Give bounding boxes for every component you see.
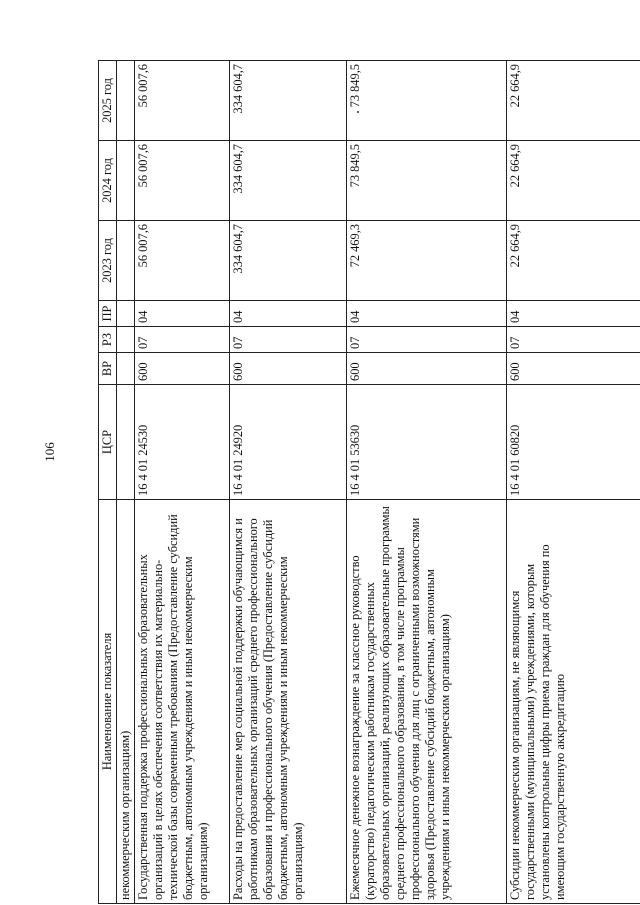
header-2024: 2024 год xyxy=(99,141,117,221)
cell-vr: 600 xyxy=(347,353,507,385)
budget-table xyxy=(98,60,640,904)
cell-csr: 16 4 01 60820 xyxy=(507,385,640,500)
table-header-row xyxy=(99,61,117,904)
cell-name: Ежемесячное денежное вознаграждение за классное руководство (кураторство) педагогическим работникам государственных образовательных организаций, реализующих образовательные программы среднего профессионального образования, в том числе программы профессионального обучения для лиц с ограниченными возможностями здоровья (Предоставление субсидий бюджетным, автономным учреждениям и иным некоммерческим организациям) xyxy=(347,500,507,904)
cell-2023: 22 664,9 xyxy=(507,221,640,301)
cell-2023: 72 469,3 xyxy=(347,221,507,301)
header-vr: ВР xyxy=(99,353,117,385)
cell-2024: 22 664,9 xyxy=(507,141,640,221)
cell-csr: 16 4 01 24530 xyxy=(135,385,230,500)
cell-pr: 04 xyxy=(347,301,507,327)
cell-2025: 56 007,6 xyxy=(135,61,230,141)
table-row xyxy=(230,61,347,904)
cell-rz: 07 xyxy=(347,327,507,353)
cell-name: Государственная поддержка профессиональных образовательных организаций в целях обеспечения соответствия их материально-технической базы современным требованиям (Предоставление субсидий бюджетным, автономным учреждениям и иным некоммерческим организациям) xyxy=(135,500,230,904)
cell-csr: 16 4 01 53630 xyxy=(347,385,507,500)
cell-pr: 04 xyxy=(507,301,640,327)
continuation-row xyxy=(117,61,135,904)
cell-2025: 334 604,7 xyxy=(230,61,347,141)
cell-pr: 04 xyxy=(135,301,230,327)
cell-2024: 56 007,6 xyxy=(135,141,230,221)
cell-2025: 22 664,9 xyxy=(507,61,640,141)
cell-pr: 04 xyxy=(230,301,347,327)
header-csr: ЦСР xyxy=(99,385,117,500)
page-number: 106 xyxy=(42,442,57,462)
cell-2024: 73 849,5 xyxy=(347,141,507,221)
table-row xyxy=(135,61,230,904)
header-2023: 2023 год xyxy=(99,221,117,301)
cell-rz: 07 xyxy=(230,327,347,353)
cell-2023: 334 604,7 xyxy=(230,221,347,301)
cell-rz: 07 xyxy=(135,327,230,353)
cell-2023: 56 007,6 xyxy=(135,221,230,301)
cell-csr: 16 4 01 24920 xyxy=(230,385,347,500)
cell-vr: 600 xyxy=(230,353,347,385)
table-row xyxy=(347,61,507,904)
header-pr: ПР xyxy=(99,301,117,327)
continuation-text: некоммерческим организациям) xyxy=(117,500,135,904)
cell-2024: 334 604,7 xyxy=(230,141,347,221)
cell-name: Расходы на предоставление мер социальной поддержки обучающимся и работникам образовательных организаций среднего профессионального образования и профессионального обучения (Предоставление субсидий бюджетным, автономным учреждениям и иным некоммерческим организациям) xyxy=(230,500,347,904)
cell-name: Субсидии некоммерческим организациям, не являющимся государственными (муниципальными) учреждениями, которым установлены контрольные цифры приема граждан для обучения по имеющим государственную аккредитацию xyxy=(507,500,640,904)
cell-2025: 73 849,5 xyxy=(347,61,507,141)
rotated-table-container xyxy=(98,61,638,904)
cell-vr: 600 xyxy=(507,353,640,385)
header-rz: РЗ xyxy=(99,327,117,353)
cell-vr: 600 xyxy=(135,353,230,385)
cell-rz: 07 xyxy=(507,327,640,353)
header-name: Наименование показателя xyxy=(99,500,117,904)
table-row xyxy=(507,61,640,904)
header-2025: 2025 год xyxy=(99,61,117,141)
